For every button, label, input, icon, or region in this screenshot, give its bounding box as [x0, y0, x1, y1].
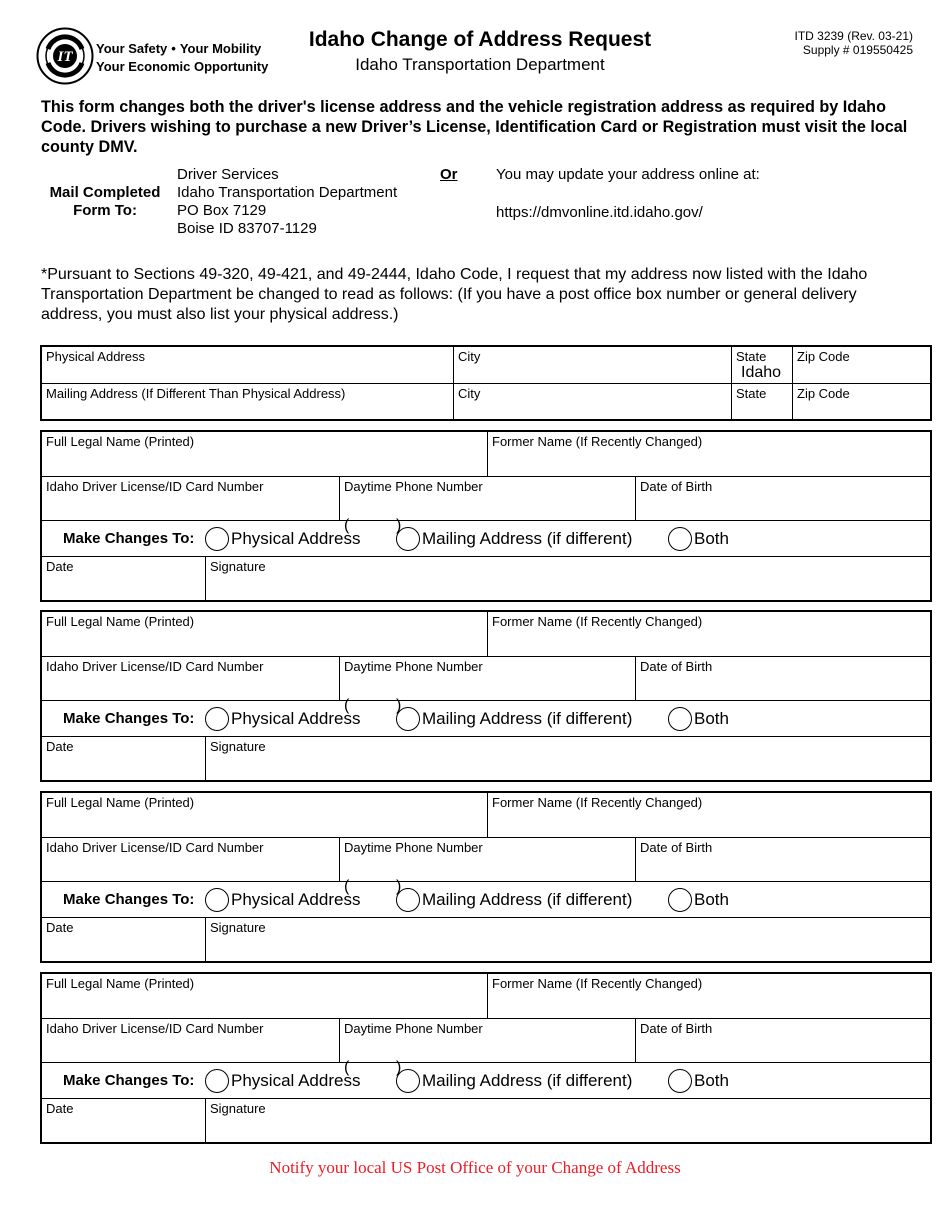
full-name-field[interactable]: Full Legal Name (Printed): [46, 795, 195, 810]
mail-label: Mail Completed Form To:: [49, 184, 161, 219]
or-label: Or: [440, 166, 458, 183]
make-changes-label: Make Changes To:: [63, 1072, 195, 1089]
radio-both[interactable]: [668, 888, 692, 912]
license-number-field[interactable]: Idaho Driver License/ID Card Number: [46, 840, 264, 855]
phone-field[interactable]: Daytime Phone Number ( ): [339, 838, 635, 881]
radio-physical[interactable]: [205, 707, 229, 731]
mailing-city-field[interactable]: City: [453, 384, 731, 419]
license-number-field[interactable]: Idaho Driver License/ID Card Number: [46, 659, 264, 674]
person-block-3: [40, 791, 932, 963]
signature-field[interactable]: Signature: [205, 1099, 930, 1142]
online-url-link[interactable]: https://dmvonline.itd.idaho.gov/: [496, 204, 703, 221]
license-number-field[interactable]: Idaho Driver License/ID Card Number: [46, 479, 264, 494]
phone-field[interactable]: Daytime Phone Number ( ): [339, 477, 635, 520]
radio-mailing[interactable]: [396, 527, 420, 551]
physical-zip-field[interactable]: Zip Code: [792, 347, 930, 383]
former-name-field[interactable]: Former Name (If Recently Changed): [487, 974, 930, 1018]
radio-both[interactable]: [668, 707, 692, 731]
phone-field[interactable]: Daytime Phone Number ( ): [339, 1019, 635, 1062]
address-table: [40, 345, 932, 421]
date-field[interactable]: Date: [46, 1101, 74, 1116]
option-physical-address[interactable]: Physical Address: [205, 888, 360, 912]
license-number-field[interactable]: Idaho Driver License/ID Card Number: [46, 1021, 264, 1036]
page-subtitle: Idaho Transportation Department: [355, 55, 605, 74]
option-mailing-address[interactable]: Mailing Address (if different): [396, 707, 632, 731]
signature-field[interactable]: Signature: [205, 737, 930, 780]
option-both[interactable]: Both: [668, 707, 729, 731]
option-mailing-address[interactable]: Mailing Address (if different): [396, 1069, 632, 1093]
option-both[interactable]: Both: [668, 888, 729, 912]
make-changes-label: Make Changes To:: [63, 530, 195, 547]
form-number: ITD 3239 (Rev. 03-21) Supply # 019550425: [794, 29, 913, 57]
person-block-1: [40, 430, 932, 602]
svg-text:IT: IT: [57, 49, 73, 65]
page-title: Idaho Change of Address Request: [308, 28, 652, 51]
date-field[interactable]: Date: [46, 920, 74, 935]
option-physical-address[interactable]: Physical Address: [205, 707, 360, 731]
online-update: You may update your address online at: https://dmvonline.itd.idaho.gov/: [496, 166, 760, 221]
radio-mailing[interactable]: [396, 707, 420, 731]
person-block-4: [40, 972, 932, 1144]
intro-text: This form changes both the driver's license address and the vehicle registration address as required by Idaho Code. Drivers wishing to purchase a new Driver’s License, Identification Card or Registration must visit the local county DMV.: [41, 98, 908, 156]
make-changes-label: Make Changes To:: [63, 710, 195, 727]
former-name-field[interactable]: Former Name (If Recently Changed): [487, 793, 930, 837]
mailing-zip-field[interactable]: Zip Code: [792, 384, 930, 419]
radio-both[interactable]: [668, 527, 692, 551]
person-block-2: [40, 610, 932, 782]
dob-field[interactable]: Date of Birth: [635, 838, 930, 881]
signature-field[interactable]: Signature: [205, 918, 930, 961]
option-both[interactable]: Both: [668, 1069, 729, 1093]
date-field[interactable]: Date: [46, 739, 74, 754]
option-mailing-address[interactable]: Mailing Address (if different): [396, 888, 632, 912]
date-field[interactable]: Date: [46, 559, 74, 574]
radio-mailing[interactable]: [396, 888, 420, 912]
option-physical-address[interactable]: Physical Address: [205, 1069, 360, 1093]
former-name-field[interactable]: Former Name (If Recently Changed): [487, 432, 930, 476]
option-both[interactable]: Both: [668, 527, 729, 551]
full-name-field[interactable]: Full Legal Name (Printed): [46, 614, 195, 629]
option-physical-address[interactable]: Physical Address: [205, 527, 360, 551]
radio-physical[interactable]: [205, 888, 229, 912]
signature-field[interactable]: Signature: [205, 557, 930, 600]
mail-address: Driver Services Idaho Transportation Department PO Box 7129 Boise ID 83707-1129: [177, 166, 398, 237]
former-name-field[interactable]: Former Name (If Recently Changed): [487, 612, 930, 656]
radio-physical[interactable]: [205, 1069, 229, 1093]
dob-field[interactable]: Date of Birth: [635, 1019, 930, 1062]
radio-physical[interactable]: [205, 527, 229, 551]
dob-field[interactable]: Date of Birth: [635, 477, 930, 520]
option-mailing-address[interactable]: Mailing Address (if different): [396, 527, 632, 551]
pursuant-text: *Pursuant to Sections 49-320, 49-421, and 49-2444, Idaho Code, I request that my address now listed with the Idaho Transportation Department be changed to read as follows: (If you have a post office box number or general delivery address, you must also list your physical address.): [41, 266, 868, 323]
phone-field[interactable]: Daytime Phone Number ( ): [339, 657, 635, 700]
full-name-field[interactable]: Full Legal Name (Printed): [46, 976, 195, 991]
mailing-state-field[interactable]: State: [731, 384, 792, 419]
physical-state-field[interactable]: State Idaho: [731, 347, 792, 383]
physical-address-field[interactable]: Physical Address: [46, 349, 145, 364]
footer-notice: Notify your local US Post Office of your Change of Address: [269, 1158, 681, 1177]
tagline: Your Safety • Your Mobility Your Economic Opportunity: [96, 41, 269, 74]
mailing-address-field[interactable]: Mailing Address (If Different Than Physical Address): [46, 386, 346, 401]
make-changes-label: Make Changes To:: [63, 891, 195, 908]
radio-both[interactable]: [668, 1069, 692, 1093]
radio-mailing[interactable]: [396, 1069, 420, 1093]
physical-city-field[interactable]: City: [453, 347, 731, 383]
itd-seal-logo: [36, 27, 94, 85]
full-name-field[interactable]: Full Legal Name (Printed): [46, 434, 195, 449]
dob-field[interactable]: Date of Birth: [635, 657, 930, 700]
